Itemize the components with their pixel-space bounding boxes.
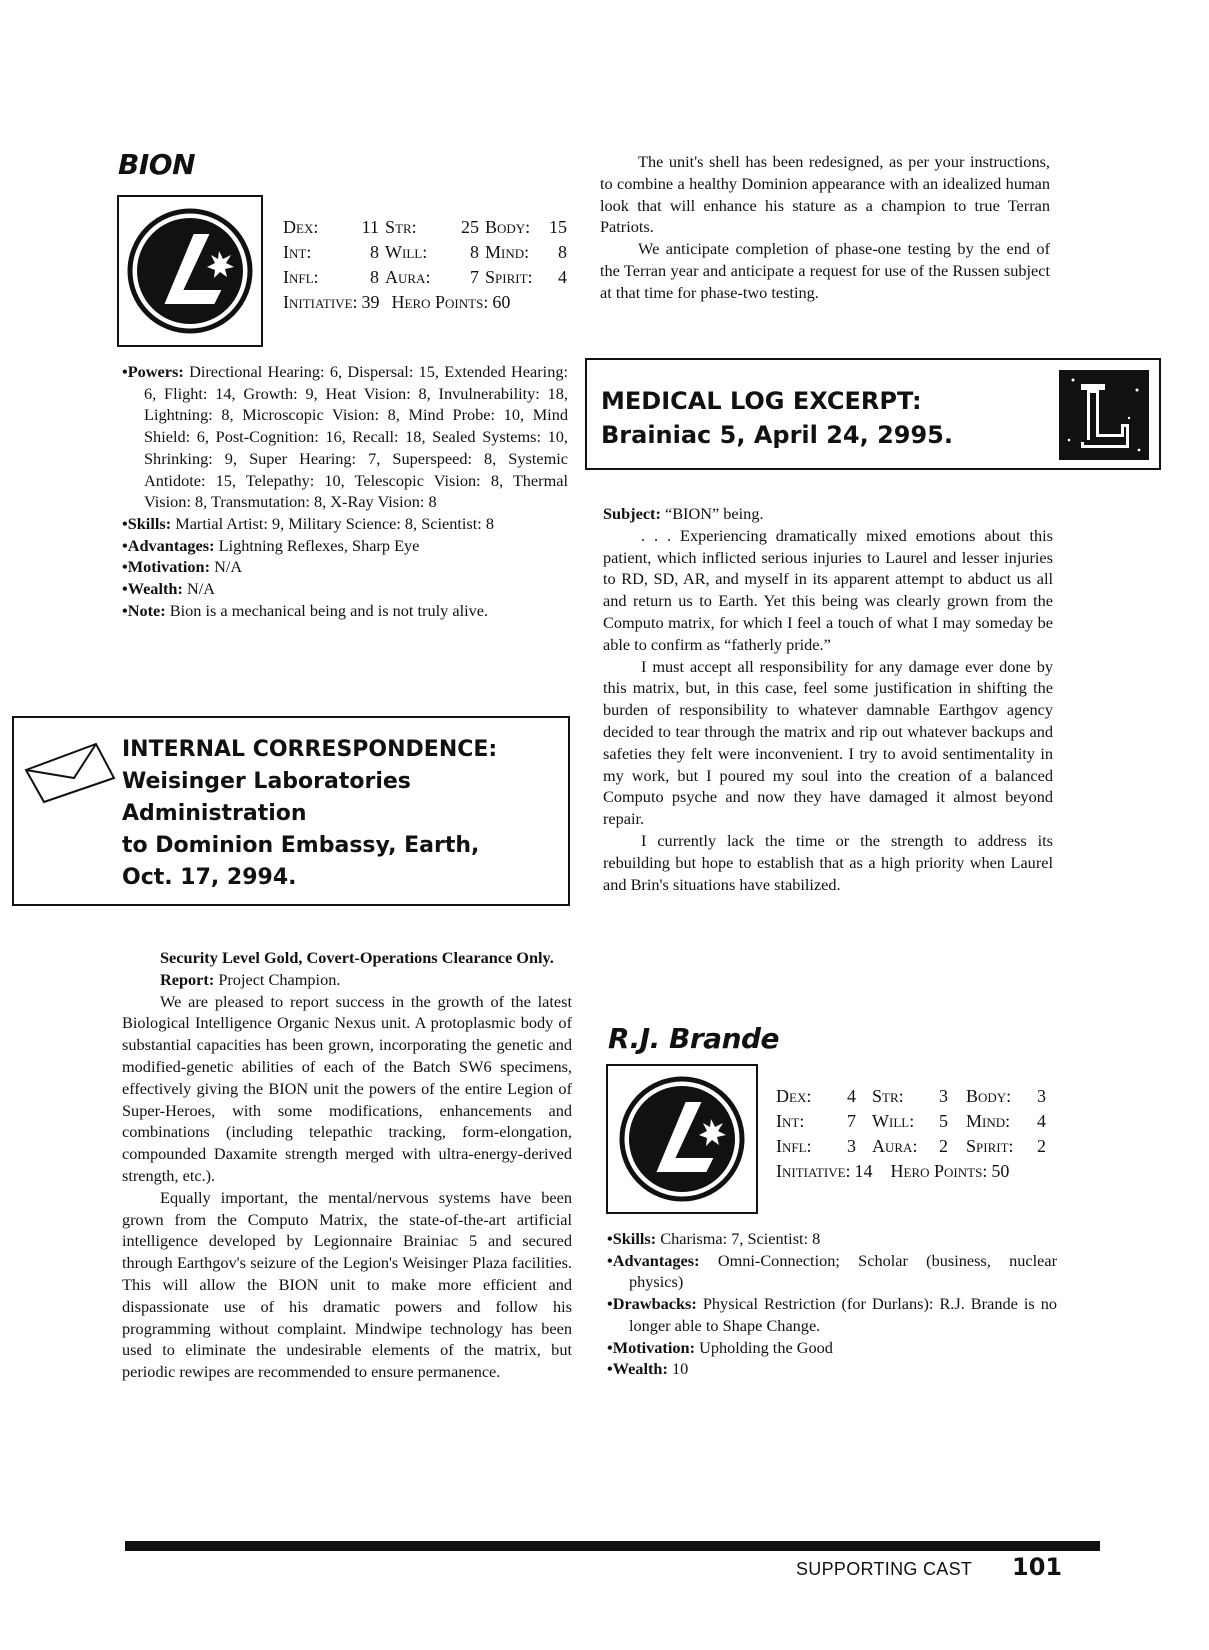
stat-value: 8 xyxy=(370,242,379,262)
subject-line: Subject: “BION” being. xyxy=(603,504,764,523)
list-item: •Drawbacks: Physical Restriction (for Durlans): R.J. Brande is no longer able to Shape Change. xyxy=(607,1294,1058,1335)
stat-label: Dex: xyxy=(776,1086,812,1106)
brande-stat-block xyxy=(776,1084,1066,1184)
stat-label: Int: xyxy=(283,242,312,262)
list-item: •Powers: Directional Hearing: 6, Dispersal: 15, Extended Hearing: 6, Flight: 14, Growth: 9, Heat Vision: 8, Invulnerability: 18, Lightning: 8, Microscopic Vision: 8, Mind Probe: 10, Mind Shield: 6, Post-Cognition: 16, Recall: 18, Sealed Systems: 10, Shrinking: 9, Super Hearing: 7, Superspeed: 8, Systemic Antidote: 15, Telepathy: 10, Telescopic Vision: 8, Thermal Vision: 8, Transmutation: 8, X-Ray Vision: 8 xyxy=(122,362,569,512)
list-item: •Skills: Charisma: 7, Scientist: 8 xyxy=(607,1229,821,1248)
envelope-icon xyxy=(22,740,118,804)
stat-value: 4 xyxy=(847,1086,856,1106)
stat-value: 15 xyxy=(549,217,567,237)
stat-label: Mind: xyxy=(966,1111,1011,1131)
page-number: 101 xyxy=(1012,1553,1063,1581)
paragraph: We anticipate completion of phase-one testing by the end of the Terran year and anticipate a request for use of the Russen subject at that time for phase-two testing. xyxy=(600,239,1050,302)
stat-label: Will: xyxy=(385,242,428,262)
stat-label: Mind: xyxy=(485,242,530,262)
legion-emblem-icon xyxy=(119,197,261,345)
stat-label: Initiative: xyxy=(283,292,358,312)
bion-legion-logo xyxy=(117,195,263,347)
paragraph: I must accept all responsibility for any damage ever done by this matrix, but, in this case, feel some justification in shifting the burden of responsibility to whatever damnable Earthgov agency decided to tear through the matrix and rip out whatever backups and safeties they felt were inconvenient. I try to avoid sentimentality in my work, but I poured my soul into the creation of a balanced Computo psyche and now they have damaged it almost beyond repair. xyxy=(603,656,1053,829)
stat-label: Aura: xyxy=(385,267,431,287)
paragraph: We are pleased to report success in the growth of the latest Biological Intelligence Organic Nexus unit. A protoplasmic body of substantial capacities has been grown, incorporating the genetic and modified-genetic abilities of each of the Batch SW6 specimens, effectively giving the BION unit the powers of the entire Legion of Super-Heroes, with some modifications, enhancements and combinations (including telepathic tracking, form-elongation, compounded Daxamite strength merged with ultra-energy-derived strength, etc.). xyxy=(122,991,572,1185)
list-item: •Motivation: N/A xyxy=(122,557,243,577)
stat-label: Infl: xyxy=(283,267,319,287)
security-line: Security Level Gold, Covert-Operations Clearance Only. xyxy=(160,948,554,967)
list-item: •Wealth: N/A xyxy=(122,579,215,599)
correspondence-header-box xyxy=(12,716,570,906)
stat-value: 7 xyxy=(847,1111,856,1131)
stat-value: 2 xyxy=(1037,1136,1046,1156)
stat-value: 39 xyxy=(361,292,380,312)
list-item: •Note: Bion is a mechanical being and is not truly alive. xyxy=(122,600,489,620)
paragraph: The unit's shell has been redesigned, as per your instructions, to combine a healthy Dominion appearance with an idealized human look that will enhance his stature as a champion to true Terran Patriots. xyxy=(600,152,1050,237)
paragraph: . . . Experiencing dramatically mixed emotions about this patient, which inflicted serious injuries to Laurel and lesser injuries to RD, SD, AR, and myself in its apparent attempt to abduct us all and return us to Earth. Yet this being was clearly grown from the Computo matrix, for which I feel a touch of what I may someday be able to confirm as “fatherly pride.” xyxy=(603,525,1053,654)
stat-label: Body: xyxy=(966,1086,1012,1106)
stat-value: 25 xyxy=(461,217,479,237)
brande-legion-logo xyxy=(606,1064,758,1214)
medical-log-body xyxy=(603,503,1053,895)
stat-value: 8 xyxy=(470,242,479,262)
legion-flag-logo xyxy=(1059,370,1149,460)
stat-value: 11 xyxy=(361,217,379,237)
stat-label: Will: xyxy=(872,1111,915,1131)
list-item: •Skills: Martial Artist: 9, Military Science: 8, Scientist: 8 xyxy=(122,513,495,533)
stat-value: 3 xyxy=(939,1086,948,1106)
brande-traits xyxy=(607,1228,1057,1380)
stat-label: Spirit: xyxy=(966,1136,1014,1156)
stat-value: 3 xyxy=(847,1136,856,1156)
footer-rule xyxy=(125,1541,1100,1551)
stat-label: Initiative: xyxy=(776,1161,851,1181)
stat-label: Str: xyxy=(872,1086,904,1106)
legion-emblem-icon xyxy=(608,1066,756,1212)
stat-value: 3 xyxy=(1037,1086,1046,1106)
footer-section-label: SUPPORTING CAST xyxy=(796,1559,973,1579)
stat-value: 60 xyxy=(492,292,511,312)
stat-value: 4 xyxy=(558,267,567,287)
stat-label: Spirit: xyxy=(485,267,533,287)
list-item: •Advantages: Omni-Connection; Scholar (business, nuclear physics) xyxy=(607,1250,1057,1292)
stat-value: 7 xyxy=(470,267,479,287)
legion-letter-icon xyxy=(1059,370,1149,460)
paragraph: Equally important, the mental/nervous systems have been grown from the Computo Matrix, the state-of-the-art artificial intelligence developed by Legionnaire Brainiac 5 and secured through Earthgov's seizure of the Legion's Weisinger Plaza facilities. This will allow the BION unit to make more efficient and dispassionate use of his dramatic powers and follow his programming without complaint. Mindwipe technology has been used to eliminate the undesirable elements of the matrix, but periodic rewipes are recommended to ensure permanence. xyxy=(122,1187,572,1382)
list-item: •Motivation: Upholding the Good xyxy=(607,1337,833,1357)
stat-value: 2 xyxy=(939,1136,948,1156)
stat-value: 8 xyxy=(558,242,567,262)
medical-log-header-box xyxy=(585,358,1161,470)
stat-label: Infl: xyxy=(776,1136,812,1156)
stat-value: 50 xyxy=(991,1161,1010,1181)
medical-log-title: MEDICAL LOG EXCERPT: Brainiac 5, April 24, 2995. xyxy=(601,387,953,449)
stat-value: 5 xyxy=(939,1111,948,1131)
report-line: Report: Project Champion. xyxy=(160,969,341,989)
bion-heading: BION xyxy=(118,148,195,181)
stat-value: 4 xyxy=(1037,1111,1046,1131)
stat-label: Int: xyxy=(776,1111,805,1131)
list-item: •Advantages: Lightning Reflexes, Sharp Eye xyxy=(122,535,420,555)
stat-value: 8 xyxy=(370,267,379,287)
stat-label: Aura: xyxy=(872,1136,918,1156)
bion-stat-block xyxy=(283,215,573,315)
stat-label: Str: xyxy=(385,217,417,237)
stat-label: Dex: xyxy=(283,217,319,237)
correspondence-title: INTERNAL CORRESPONDENCE: Weisinger Laboratories Administration to Dominion Embassy, Earth, Oct. 17, 2994. xyxy=(122,737,498,890)
stat-label: Hero Points: xyxy=(391,292,489,312)
stat-label: Body: xyxy=(485,217,531,237)
stat-value: 14 xyxy=(854,1161,873,1181)
paragraph: I currently lack the time or the strength to address its rebuilding but hope to establish that as a high priority when Laurel and Brin's situations have stabilized. xyxy=(603,830,1053,894)
bion-traits xyxy=(122,361,568,621)
correspondence-body xyxy=(122,947,572,1383)
list-item: •Wealth: 10 xyxy=(607,1359,689,1379)
brande-heading: R.J. Brande xyxy=(608,1022,780,1055)
correspondence-continued xyxy=(600,151,1050,304)
stat-label: Hero Points: xyxy=(890,1161,988,1181)
